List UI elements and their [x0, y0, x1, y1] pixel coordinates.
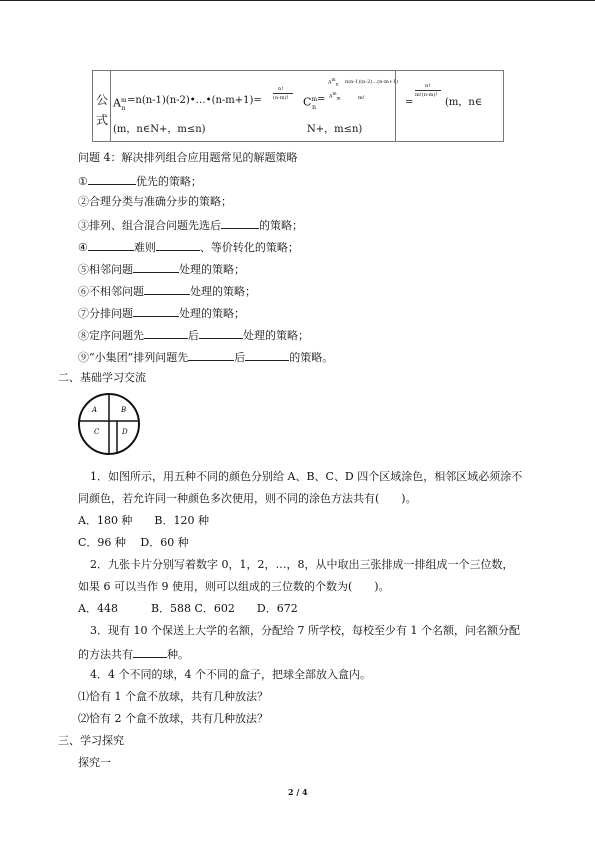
perm-condition: (m，n∈N+，m≤n) [113, 124, 206, 135]
page-number: 2 / 4 [288, 787, 308, 797]
comb-symbol: $C^m_n$ [303, 95, 318, 111]
question-3-line-1: 3．现有 10 个保送上大学的名额，分配给 7 所学校，每校至少有 1 个名额，问名额分配 [90, 624, 520, 637]
question-1-options-2: C．96 种 D．60 种 [78, 536, 189, 549]
question-1-options-1: A．180 种 B．120 种 [78, 514, 210, 527]
perm-frac-den: (n-m)! [273, 95, 289, 101]
section-2-heading: 二、基础学习交流 [58, 371, 146, 384]
strategy-item-3: ③排列、组合混合问题先选后 的策略； [78, 219, 303, 232]
section-3-heading: 三、学习探究 [58, 734, 124, 747]
fill-blank[interactable] [133, 646, 167, 658]
question-2-line-2: 如果 6 可以当作 9 使用，则可以组成的三位数的个数为( )。 [78, 580, 390, 593]
comb-eq-1: = [317, 94, 326, 105]
fill-blank[interactable] [199, 327, 243, 339]
formula-label-cell [93, 71, 111, 141]
question-2-line-1: 2．九张卡片分别写着数字 0，1，2，…，8，从中取出三张排成一排组成一个三位数， [90, 558, 514, 571]
question-4-sub-2: ⑵恰有 2 个盒不放球，共有几种放法？ [78, 712, 268, 725]
strategy-item-6: ⑥不相邻问题 处理的策略； [78, 285, 256, 298]
question-2-options: A．448 B．588 C．602 D．672 [78, 602, 298, 615]
formula-label-1: 公 [96, 93, 109, 107]
strategy-item-4: ④ 难则 、等价转化的策略； [78, 241, 299, 254]
question-4-line-1: 4．4 个不同的球，4 个不同的盒子，把球全部放入盒内。 [90, 668, 371, 681]
fill-blank[interactable] [88, 239, 134, 251]
comb-mid-den: m! [358, 95, 365, 101]
comb-rhs-den: m!(n-m)! [415, 92, 438, 98]
fill-blank[interactable] [88, 173, 136, 185]
question-1-line-1: 1．如图所示，用五种不同的颜色分别给 A、B、C、D 四个区域涂色，相邻区域必须涂不 [90, 470, 523, 483]
fill-blank[interactable] [144, 327, 188, 339]
section-3-sub: 探究一 [78, 756, 111, 769]
fill-blank[interactable] [144, 283, 190, 295]
page-top-rule [0, 0, 595, 1]
strategy-item-8: ⑧定序问题先 后 处理的策略； [78, 329, 309, 342]
perm-frac-num: n! [278, 86, 284, 92]
formula-table [92, 70, 504, 142]
diagram-label-b: B [121, 406, 127, 414]
comb-a-symbol: $A^m_m$ [329, 91, 341, 101]
comb-condition-2: N+，m≤n) [307, 124, 363, 135]
question-3-line-2: 的方法共有 种。 [78, 648, 189, 661]
perm-symbol: $A^m_n$ [113, 96, 127, 112]
perm-frac-line [273, 93, 293, 94]
strategy-item-2: ②合理分类与准确分步的策略； [78, 195, 232, 208]
perm-formula-lhs: =n(n-1)(n-2)•…•(n-m+1)= [127, 95, 262, 106]
comb-top-symbol: $A^m_n$ [328, 77, 339, 87]
comb-rhs-num: n! [425, 83, 431, 89]
formula-label-2: 式 [96, 113, 109, 127]
question-4-sub-1: ⑴恰有 1 个盒不放球，共有几种放法？ [78, 690, 268, 703]
fill-blank[interactable] [156, 239, 200, 251]
diagram-label-a: A [92, 406, 98, 414]
comb-condition-1: (m，n∈ [445, 97, 483, 108]
comb-eq-2: = [405, 97, 414, 108]
diagram-label-c: C [94, 428, 100, 436]
problem4-title: 问题 4：解决排列组合应用题常见的解题策略 [78, 151, 298, 164]
region-diagram [76, 392, 142, 456]
comb-mid-num: n(n-1)(n-2)…(n-m+1) [345, 79, 399, 85]
fill-blank[interactable] [133, 261, 179, 273]
fill-blank[interactable] [188, 349, 234, 361]
diagram-label-d: D [122, 428, 128, 436]
comb-rhs-line [415, 90, 441, 91]
strategy-item-5: ⑤相邻问题 处理的策略； [78, 263, 245, 276]
question-1-line-2: 同颜色，若允许同一种颜色多次使用，则不同的涂色方法共有( )。 [78, 492, 417, 505]
strategy-item-9: ⑨“小集团”排列问题先 后 的策略。 [78, 351, 334, 364]
fill-blank[interactable] [221, 217, 259, 229]
strategy-item-7: ⑦分排问题 处理的策略； [78, 307, 245, 320]
fill-blank[interactable] [245, 349, 289, 361]
strategy-item-1: ① 优先的策略； [78, 175, 202, 188]
fill-blank[interactable] [133, 305, 179, 317]
